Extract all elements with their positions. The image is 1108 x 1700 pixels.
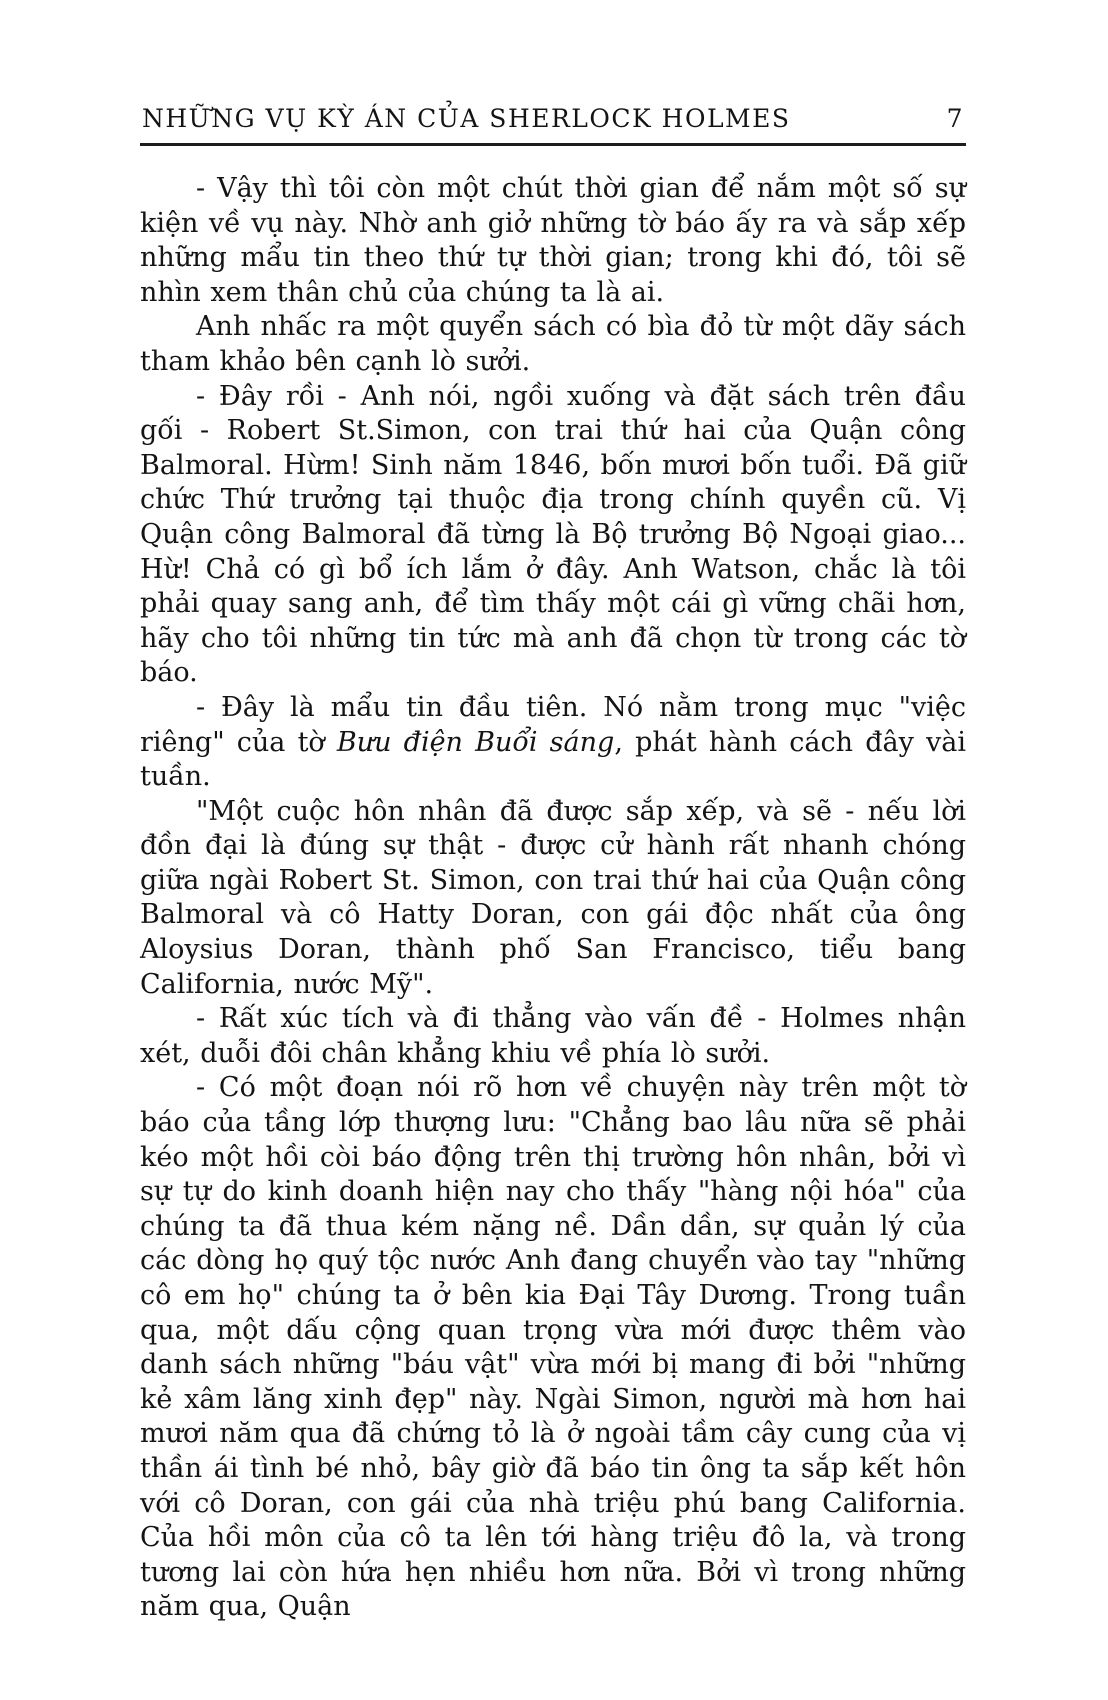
header-rule (140, 143, 966, 146)
body-text (140, 172, 966, 1625)
paragraph (140, 691, 966, 795)
paragraph (140, 795, 966, 1003)
page-number: 7 (946, 104, 964, 133)
paragraph (140, 1071, 966, 1625)
paragraph (140, 172, 966, 310)
paragraph (140, 310, 966, 379)
text-segment: - Có một đoạn nói rõ hơn về chuyện này trên một tờ báo của tầng lớp thượng lưu: "Chẳng bao lâu nữa sẽ phải kéo một hồi còi báo động trên thị trường hôn nhân, bởi vì sự tự do kinh doanh hiện nay cho thấy "hàng nội hóa" của chúng ta đã thua kém nặng nề. Dần dần, sự quản lý của các dòng họ quý tộc nước Anh đang chuyển vào tay "những cô em họ" chúng ta ở bên kia Đại Tây Dương. Trong tuần qua, một dấu cộng quan trọng vừa mới được thêm vào danh sách những "báu vật" vừa mới bị mang đi bởi "những kẻ xâm lăng xinh đẹp" này. Ngài Simon, người mà hơn hai mươi năm qua đã chứng tỏ là ở ngoài tầm cây cung của vị thần ái tình bé nhỏ, bây giờ đã báo tin ông ta sắp kết hôn với cô Doran, con gái của nhà triệu phú bang California. Của hồi môn của cô ta lên tới hàng triệu đô la, và trong tương lai còn hứa hẹn nhiều hơn nữa. Bởi vì trong những năm qua, Quận (140, 1072, 966, 1623)
paragraph (140, 380, 966, 691)
text-segment: - Đây rồi - Anh nói, ngồi xuống và đặt sách trên đầu gối - Robert St.Simon, con trai thứ hai của Quận công Balmoral. Hừm! Sinh năm 1846, bốn mươi bốn tuổi. Đã giữ chức Thứ trưởng tại thuộc địa trong chính quyền cũ. Vị Quận công Balmoral đã từng là Bộ trưởng Bộ Ngoại giao... Hừ! Chả có gì bổ ích lắm ở đây. Anh Watson, chắc là tôi phải quay sang anh, để tìm thấy một cái gì vững chãi hơn, hãy cho tôi những tin tức mà anh đã chọn từ trong các tờ báo. (140, 380, 966, 689)
text-segment: , phát hành cách đây vài tuần. (140, 726, 967, 793)
text-segment: Anh nhấc ra một quyển sách có bìa đỏ từ một dãy sách tham khảo bên cạnh lò sưởi. (140, 311, 966, 377)
running-title: NHỮNG VỤ KỲ ÁN CỦA SHERLOCK HOLMES (142, 104, 791, 133)
page-header (140, 104, 966, 143)
text-segment: - Vậy thì tôi còn một chút thời gian để nắm một số sự kiện về vụ này. Nhờ anh giở những tờ báo ấy ra và sắp xếp những mẩu tin theo thứ tự thời gian; trong khi đó, tôi sẽ nhìn xem thân chủ của chúng ta là ai. (140, 173, 966, 308)
text-segment: "Một cuộc hôn nhân đã được sắp xếp, và sẽ - nếu lời đồn đại là đúng sự thật - được cử hành rất nhanh chóng giữa ngài Robert St. Simon, con trai thứ hai của Quận công Balmoral và cô Hatty Doran, con gái độc nhất của ông Aloysius Doran, thành phố San Francisco, tiểu bang California, nước Mỹ". (140, 795, 966, 1000)
text-segment: - Rất xúc tích và đi thẳng vào vấn đề - Holmes nhận xét, duỗi đôi chân khẳng khiu về phía lò sưởi. (140, 1003, 966, 1069)
italic-text-segment: Bưu điện Buổi sáng (336, 726, 615, 758)
paragraph (140, 1002, 966, 1071)
text-segment: - Đây là mẩu tin đầu tiên. Nó nằm trong mục "việc riêng" của tờ (140, 691, 966, 758)
